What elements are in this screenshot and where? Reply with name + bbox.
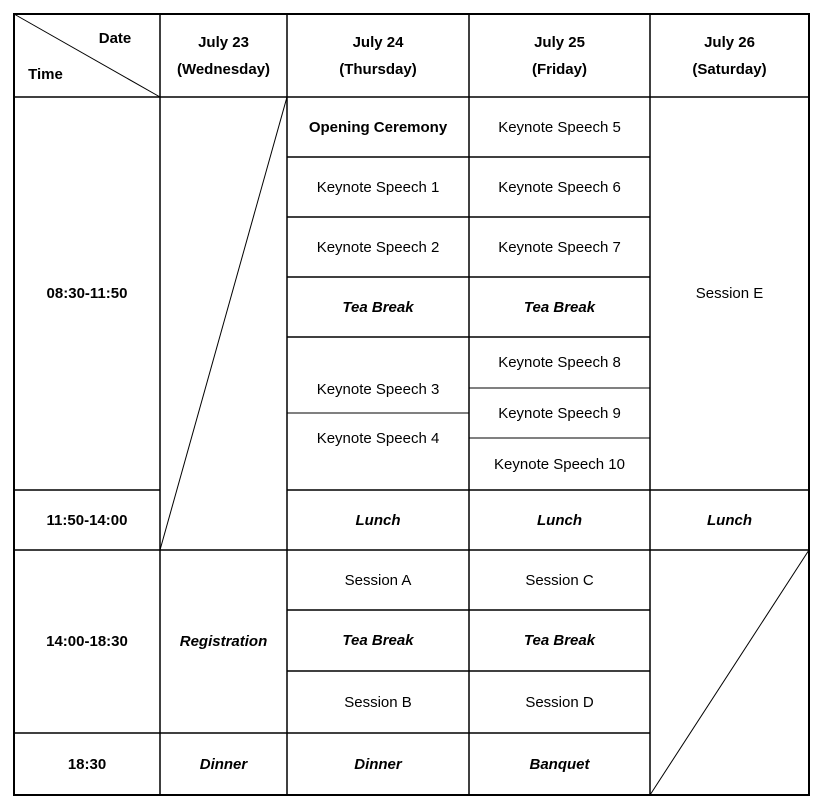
keynote-speech-4: Keynote Speech 4: [316, 429, 440, 447]
keynote-speech-7: Keynote Speech 7: [498, 238, 621, 256]
day-weekday: (Friday): [531, 60, 587, 78]
session-e: Session E: [695, 285, 764, 302]
day-weekday: (Thursday): [339, 60, 417, 78]
keynote-speech-2: Keynote Speech 2: [316, 238, 440, 256]
keynote-speech-1: Keynote Speech 1: [316, 178, 440, 196]
keynote-speech-6: Keynote Speech 6: [498, 178, 621, 196]
dinner: Dinner: [354, 755, 402, 773]
day-weekday: (Wednesday): [176, 60, 271, 78]
time-slot-evening: 18:30: [67, 755, 107, 773]
day-header-july23: [160, 14, 287, 97]
keynote-speech-3: Keynote Speech 3: [316, 380, 440, 398]
session-a: Session A: [344, 571, 412, 589]
lunch: Lunch: [355, 511, 401, 529]
session-d: Session D: [525, 693, 594, 711]
opening-ceremony: Opening Ceremony: [308, 118, 448, 136]
tea-break: Tea Break: [342, 298, 414, 316]
day-date: July 26: [704, 33, 755, 51]
keynote-speech-5: Keynote Speech 5: [498, 118, 621, 136]
registration: Registration: [179, 633, 268, 650]
day-weekday: (Saturday): [692, 60, 767, 78]
corner-date-label: Date: [98, 29, 132, 47]
session-c: Session C: [525, 571, 594, 589]
session-b: Session B: [344, 693, 412, 711]
tea-break: Tea Break: [342, 632, 414, 649]
day-header-july25: [469, 14, 650, 97]
day-date: July 24: [352, 33, 404, 51]
blank-diagonal: [160, 97, 287, 550]
tea-break: Tea Break: [523, 632, 596, 649]
time-slot-morning: 08:30-11:50: [46, 285, 128, 302]
time-slot-afternoon: 14:00-18:30: [46, 633, 128, 650]
day-header-july26: [650, 14, 809, 97]
keynote-speech-8: Keynote Speech 8: [498, 354, 621, 371]
time-slot-midday: 11:50-14:00: [46, 511, 128, 529]
tea-break: Tea Break: [523, 298, 596, 316]
day-date: July 25: [534, 33, 585, 51]
lunch: Lunch: [707, 511, 752, 529]
corner-time-label: Time: [28, 65, 63, 83]
keynote-speech-10: Keynote Speech 10: [494, 455, 625, 473]
blank-diagonal: [650, 550, 809, 795]
banquet: Banquet: [529, 755, 590, 773]
day-date: July 23: [198, 33, 249, 51]
day-header-july24: [287, 14, 469, 97]
dinner: Dinner: [199, 755, 248, 773]
lunch: Lunch: [537, 511, 582, 529]
keynote-speech-9: Keynote Speech 9: [498, 404, 621, 422]
